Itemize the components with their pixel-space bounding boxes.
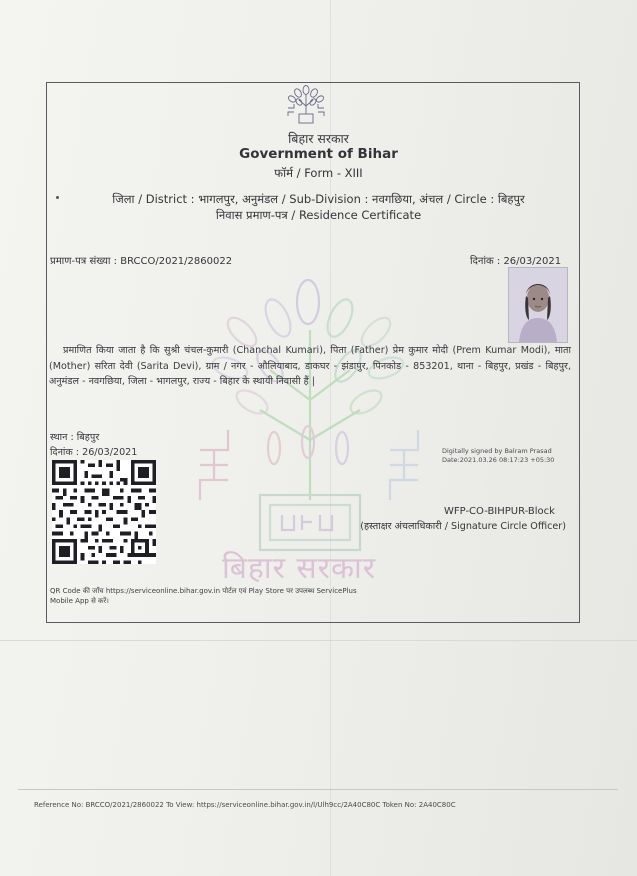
footer-divider: [18, 789, 618, 790]
state-name-hindi: बिहार सरकार: [288, 131, 349, 146]
certificate-date: दिनांक : 26/03/2021: [470, 256, 562, 267]
certificate-number: प्रमाण-पत्र संख्या : BRCCO/2021/2860022: [50, 256, 233, 267]
digital-signature-line-2: Date:2021.03.26 08:17:23 +05:30: [442, 456, 555, 464]
issue-place: स्थान : बिहपुर: [50, 432, 100, 443]
paper-fold-horizontal: [0, 640, 637, 641]
certificate-body: प्रमाणित किया जाता है कि सुश्री चंचल-कुमारी (Chanchal Kumari), पिता (Father) प्रेम कुमार मोदी (Prem Kumar Modi), माता (Mother) सरिता देवी (Sarita Devi), ग्राम / नगर - औलियाबाद, डाकघर - झंडापुर, पिनकोड - 853201, थाना - बिहपुर, प्रखंड - बिहपुर, अनुमंडल - नवगछिया, जिला - भागलपुर, राज्य - बिहार के स्थायी निवासी हैं |: [49, 345, 571, 387]
applicant-photo: [508, 267, 568, 343]
signing-block-name: WFP-CO-BIHPUR-Block: [444, 506, 555, 517]
digital-signature-info: [442, 447, 554, 465]
bihar-government-logo: [284, 84, 328, 126]
signature-designation: (हस्ताक्षर अंचलाधिकारी / Signature Circle Officer): [360, 521, 566, 532]
bihar-emblem-watermark: [190, 270, 430, 590]
qr-code[interactable]: [52, 460, 156, 564]
reference-line: Reference No: BRCCO/2021/2860022 To View: https://serviceonline.bihar.gov.in/l/Ulh9cc/2A40C80C Token No: 2A40C80C: [34, 801, 456, 809]
form-number: फॉर्म / Form - XIII: [274, 166, 363, 180]
government-title: Government of Bihar: [239, 146, 398, 162]
certificate-title: निवास प्रमाण-पत्र / Residence Certificate: [215, 208, 422, 222]
district-line: जिला / District : भागलपुर, अनुमंडल / Sub-Division : नवगछिया, अंचल / Circle : बिहपुर: [112, 192, 525, 206]
issue-date: दिनांक : 26/03/2021: [50, 447, 138, 458]
qr-verification-note: QR Code की जाँच https://serviceonline.bihar.gov.in पोर्टल एवं Play Store पर उपलब्ध ServicePlus Mobile App से करें।: [50, 587, 357, 605]
digital-signature-line-1: Digitally signed by Balram Prasad: [442, 447, 552, 455]
watermark-text: बिहार सरकार: [222, 551, 377, 586]
